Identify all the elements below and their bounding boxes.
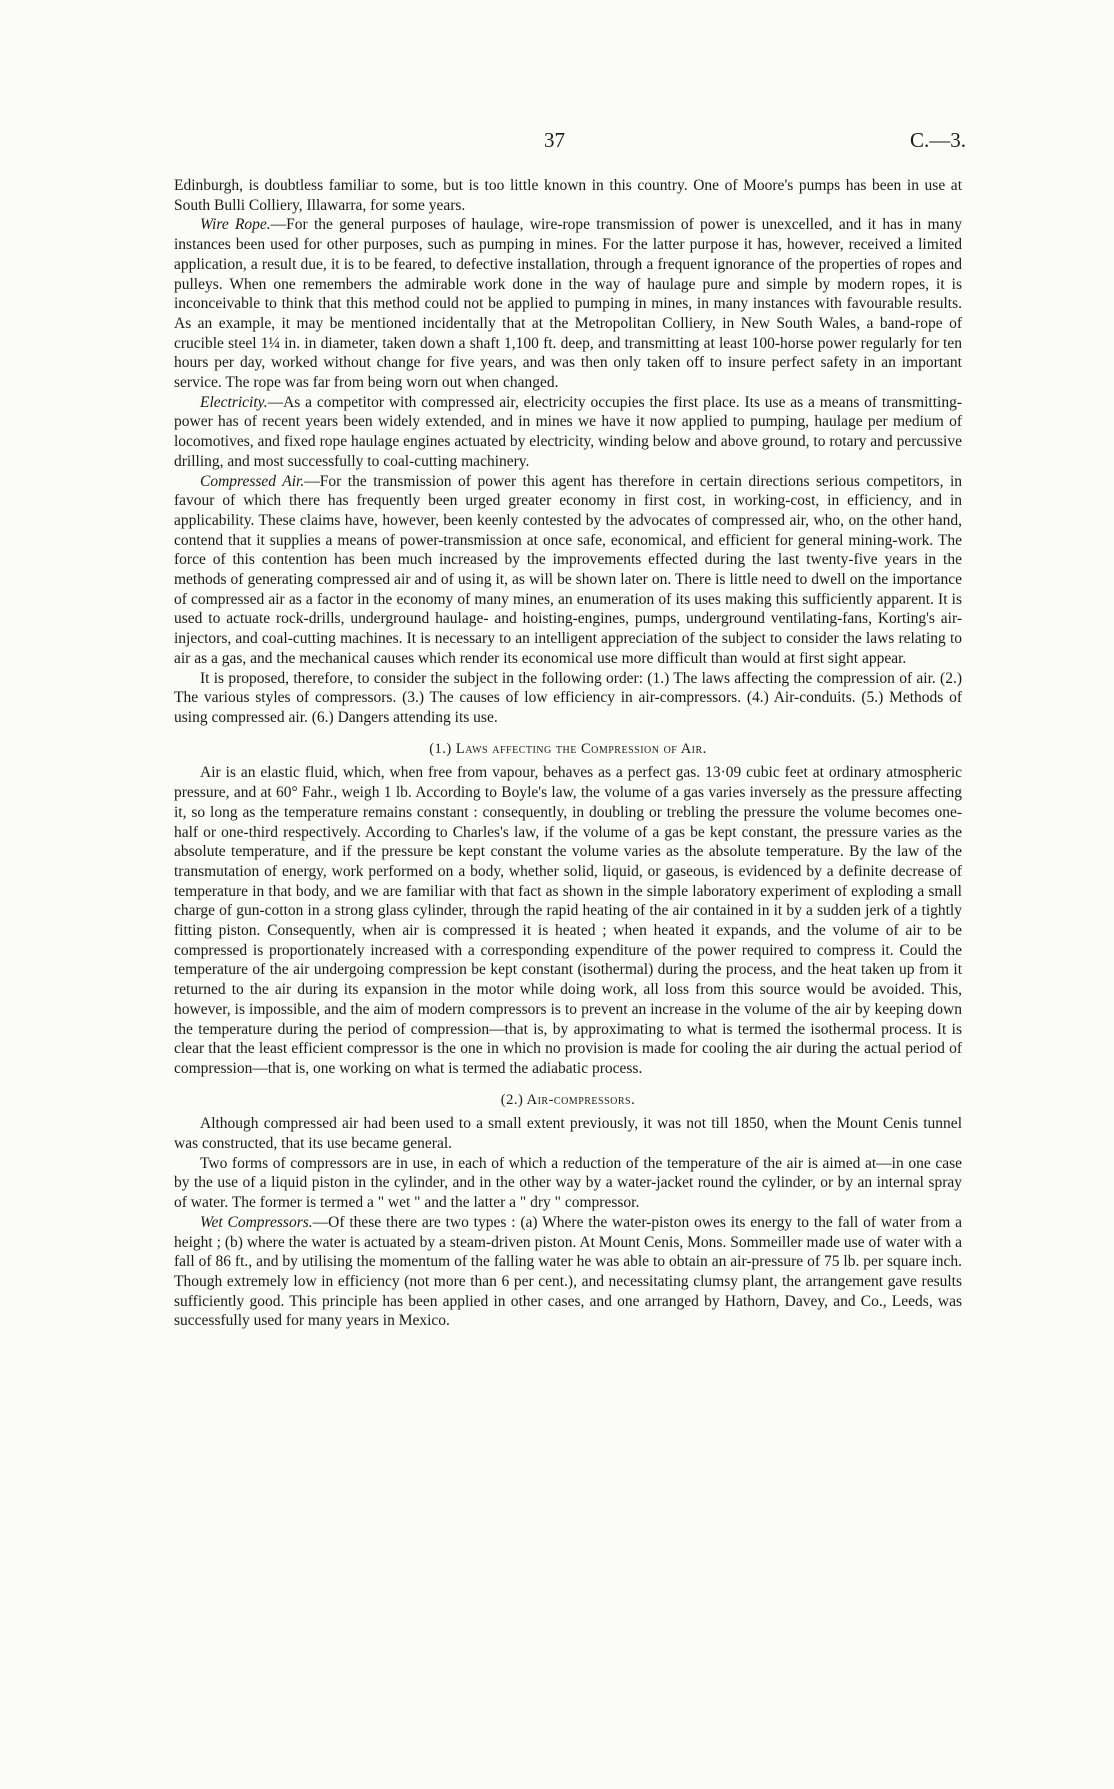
page-header	[0, 128, 1114, 158]
paragraph-electricity: Electricity.—As a competitor with compressed air, electricity occupies the first place. Its use as a means of transmitting-power has of recent years been widely extended, and in mines we have it now applied to pumping, haulage per medium of locomotives, and fixed rope haulage engines actuated by electricity, winding below and above ground, to rotary and percussive drilling, and most successfully to coal-cutting machinery.	[174, 393, 962, 470]
section-heading-laws: (1.) Laws affecting the Compression of Air.	[429, 740, 707, 757]
paragraph-two-forms: Two forms of compressors are in use, in each of which a reduction of the temperature of the air is aimed at—in one case by the use of a liquid piston in the cylinder, and in the other way by a water-jacket round the cylinder, or by an internal spray of water. The former is termed a " wet " and the latter a " dry " compressor.	[174, 1154, 962, 1212]
run-in-heading-electricity: Electricity.	[200, 393, 268, 411]
run-in-heading-wet-compressors: Wet Compressors.	[200, 1213, 313, 1231]
paragraph-laws: Air is an elastic fluid, which, when free from vapour, behaves as a perfect gas. 13·09 cubic feet at ordinary atmospheric pressure, and at 60° Fahr., weigh 1 lb. According to Boyle's law, the volume of a gas varies inversely as the pressure affecting it, so long as the temperature remains constant : consequently, in doubling or trebling the pressure the volume becomes one-half or one-third respectively. According to Charles's law, if the volume of a gas be kept constant, the pressure varies as the absolute temperature, and if the pressure be kept constant the volume varies as the absolute temperature. By the law of the transmutation of energy, work performed on a body, whether solid, liquid, or gaseous, is evidenced by a definite decrease of temperature in that body, and we are familiar with that fact as shown in the simple laboratory experiment of exploding a small charge of gun-cotton in a strong glass cylinder, through the rapid heating of the air contained in it by a sudden jerk of a tightly fitting piston. Consequently, when air is compressed it is heated ; when heated it expands, and the volume of air to be compressed is proportionately increased with a corresponding expenditure of the power required to compress it. Could the temperature of the air undergoing compression be kept constant (isothermal) during the process, and the heat taken up from it returned to the air during its expansion in the motor while doing work, all loss from this source would be avoided. This, however, is impossible, and the aim of modern compressors is to prevent an increase in the volume of the air by keeping down the temperature during the period of compression—that is, by approximating to what is termed the isothermal process. It is clear that the least efficient compressor is the one in which no provision is made for cooling the air during the actual period of compression—that is, one working on what is termed the adiabatic process.	[174, 764, 962, 1077]
paragraph-history: Although compressed air had been used to a small extent previously, it was not till 1850, when the Mount Cenis tunnel was constructed, that its use became general.	[174, 1115, 962, 1153]
section-heading-air-compressors: (2.) Air-compressors.	[500, 1091, 636, 1108]
paragraph-wet-compressors: Wet Compressors.—Of these there are two types : (a) Where the water-piston owes its energy to the fall of water from a height ; (b) where the water is actuated by a steam-driven piston. At Mount Cenis, Mons. Sommeiller made use of water with a fall of 86 ft., and by utilising the momentum of the falling water he was able to obtain an air-pressure of 75 lb. per square inch. Though extremely low in efficiency (not more than 6 per cent.), and necessitating clumsy plant, the arrangement gave results sufficiently good. This principle has been applied in other cases, and one arranged by Hathorn, Davey, and Co., Leeds, was successfully used for many years in Mexico.	[174, 1213, 962, 1330]
paragraph-order-of-subjects: It is proposed, therefore, to consider the subject in the following order: (1.) The laws affecting the compression of air. (2.) The various styles of compressors. (3.) The causes of low efficiency in air-compressors. (4.) Air-conduits. (5.) Methods of using compressed air. (6.) Dangers attending its use.	[174, 669, 962, 726]
paragraph-compressed-air: Compressed Air.—For the transmission of power this agent has therefore in certain directions serious competitors, in favour of which there has frequently been urged greater economy in first cost, in working-cost, in efficiency, and in applicability. These claims have, however, been keenly contested by the advocates of compressed air, who, on the other hand, contend that it supplies a means of power-transmission at once safe, economical, and efficient for general mining-work. The force of this contention has been much increased by the improvements effected during the last twenty-five years in the methods of generating compressed air and of using it, as will be shown later on. There is little need to dwell on the importance of compressed air as a factor in the economy of many mines, an enumeration of its uses making this sufficiently apparent. It is used to actuate rock-drills, underground haulage- and hoisting-engines, pumps, underground ventilating-fans, Korting's air-injectors, and coal-cutting machines. It is necessary to an intelligent appreciation of the subject to consider the laws relating to air as a gas, and the mechanical causes which render its economical use more difficult than would at first sight appear.	[174, 472, 962, 667]
paragraph-wire-rope: Wire Rope.—For the general purposes of haulage, wire-rope transmission of power is unexcelled, and it has in many instances been used for other purposes, such as pumping in mines. For the latter purpose it has, however, received a limited application, a result due, it is to be feared, to defective installation, through a frequent ignorance of the properties of ropes and pulleys. When one remembers the admirable work done in the way of haulage pure and simple by modern ropes, it is inconceivable to think that this method could not be applied to pumping in mines, in many instances with favourable results. As an example, it may be mentioned incidentally that at the Metropolitan Colliery, in New South Wales, a band-rope of crucible steel 1¼ in. in diameter, taken down a shaft 1,100 ft. deep, and transmitting at least 100-horse power regularly for ten hours per day, worked without change for five years, and was then only taken off to insure perfect safety in an important service. The rope was far from being worn out when changed.	[174, 216, 962, 392]
paragraph-moore-pumps: Edinburgh, is doubtless familiar to some, but is too little known in this country. One of Moore's pumps has been in use at South Bulli Colliery, Illawarra, for some years.	[174, 177, 962, 214]
run-in-heading-wire-rope: Wire Rope.	[200, 216, 271, 234]
page-number: 37	[544, 128, 565, 152]
document-reference: C.—3.	[909, 128, 966, 152]
body-text	[174, 176, 962, 1331]
run-in-heading-compressed-air: Compressed Air.	[200, 472, 305, 490]
